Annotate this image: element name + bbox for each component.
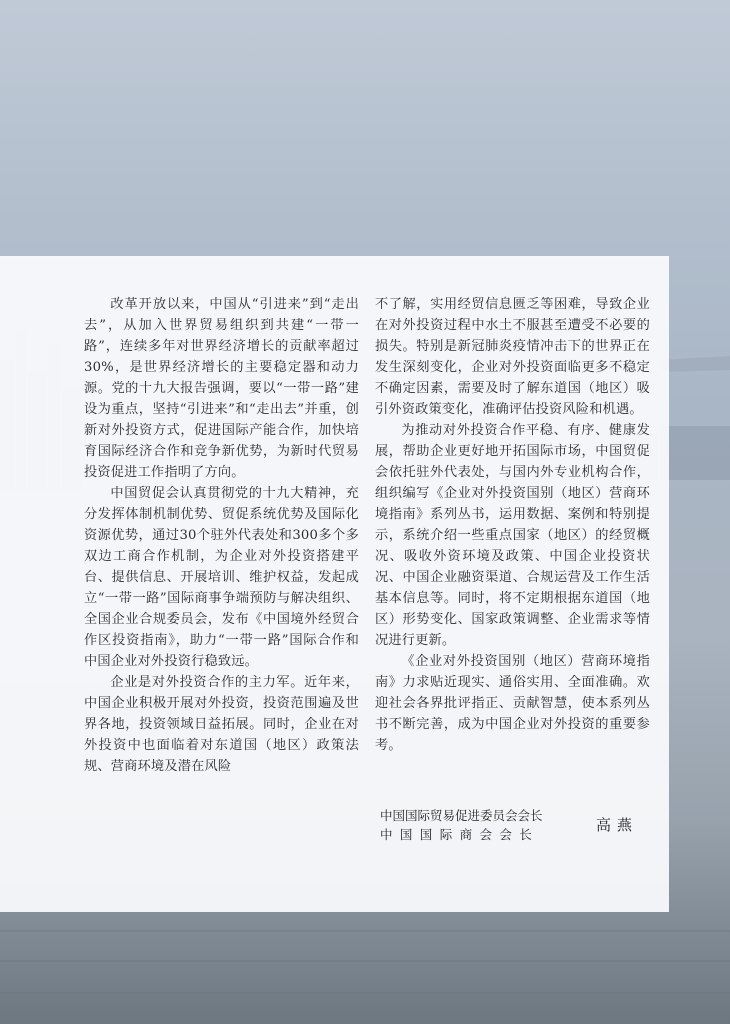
signatory-name: 高燕: [596, 816, 639, 834]
preface-right-column: [375, 294, 650, 756]
paragraph: 《企业对外投资国别（地区）营商环境指南》力求贴近现实、通俗实用、全面准确。欢迎社会各界批评指正、贡献智慧，使本系列丛书不断完善，成为中国企业对外投资的重要参考。: [375, 654, 650, 753]
paragraph-continuation: 不了解，实用经贸信息匮乏等困难，导致企业在对外投资过程中水土不服甚至遭受不必要的损失。特别是新冠肺炎疫情冲击下的世界正在发生深刻变化，企业对外投资面临更多不稳定不确定因素，需要及时了解东道国（地区）吸引外资政策变化，准确评估投资风险和机遇。: [375, 297, 650, 417]
paragraph: 中国贸促会认真贯彻党的十九大精神，充分发挥体制机制优势、贸促系统优势及国际化资源优势，通过30个驻外代表处和300多个多双边工商合作机制，为企业对外投资搭建平台、提供信息、开展培训、维护权益，发起成立“一带一路”国际商事争端预防与解决组织、全国企业合规委员会，发布《中国境外经贸合作区投资指南》，助力“一带一路”国际合作和中国企业对外投资行稳致远。: [84, 486, 359, 669]
paragraph: 为推动对外投资合作平稳、有序、健康发展，帮助企业更好地开拓国际市场，中国贸促会依托驻外代表处，与国内外专业机构合作，组织编写《企业对外投资国别（地区）营商环境指南》系列丛书，运用数据、案例和特别提示，系统介绍一些重点国家（地区）的经贸概况、吸收外资环境及政策、中国企业投资状况、中国企业融资渠道、合规运营及工作生活基本信息等。同时，将不定期根据东道国（地区）形势变化、国家政策调整、企业需求等情况进行更新。: [375, 423, 650, 648]
paragraph: 改革开放以来，中国从“引进来”到“走出去”，从加入世界贸易组织到共建“一带一路”，连续多年对世界经济增长的贡献率超过30%，是世界经济增长的主要稳定器和动力源。党的十九大报告强调，要以“一带一路”建设为重点，坚持“引进来”和“走出去”并重，创新对外投资方式，促进国际产能合作，加快培育国际经济合作和竞争新优势，为新时代贸易投资促进工作指明了方向。: [84, 297, 359, 480]
signatory-title: 中国国际商会会长: [380, 827, 540, 842]
signatory-titles: [380, 806, 580, 844]
paragraph: 企业是对外投资合作的主力军。近年来，中国企业积极开展对外投资，投资范围遍及世界各地，投资领域日益拓展。同时，企业在对外投资中也面临着对东道国（地区）政策法规、营商环境及潜在风险: [84, 675, 359, 774]
preface-left-column: [84, 294, 359, 777]
signatory-title: 中国国际贸易促进委员会会长: [380, 808, 543, 823]
